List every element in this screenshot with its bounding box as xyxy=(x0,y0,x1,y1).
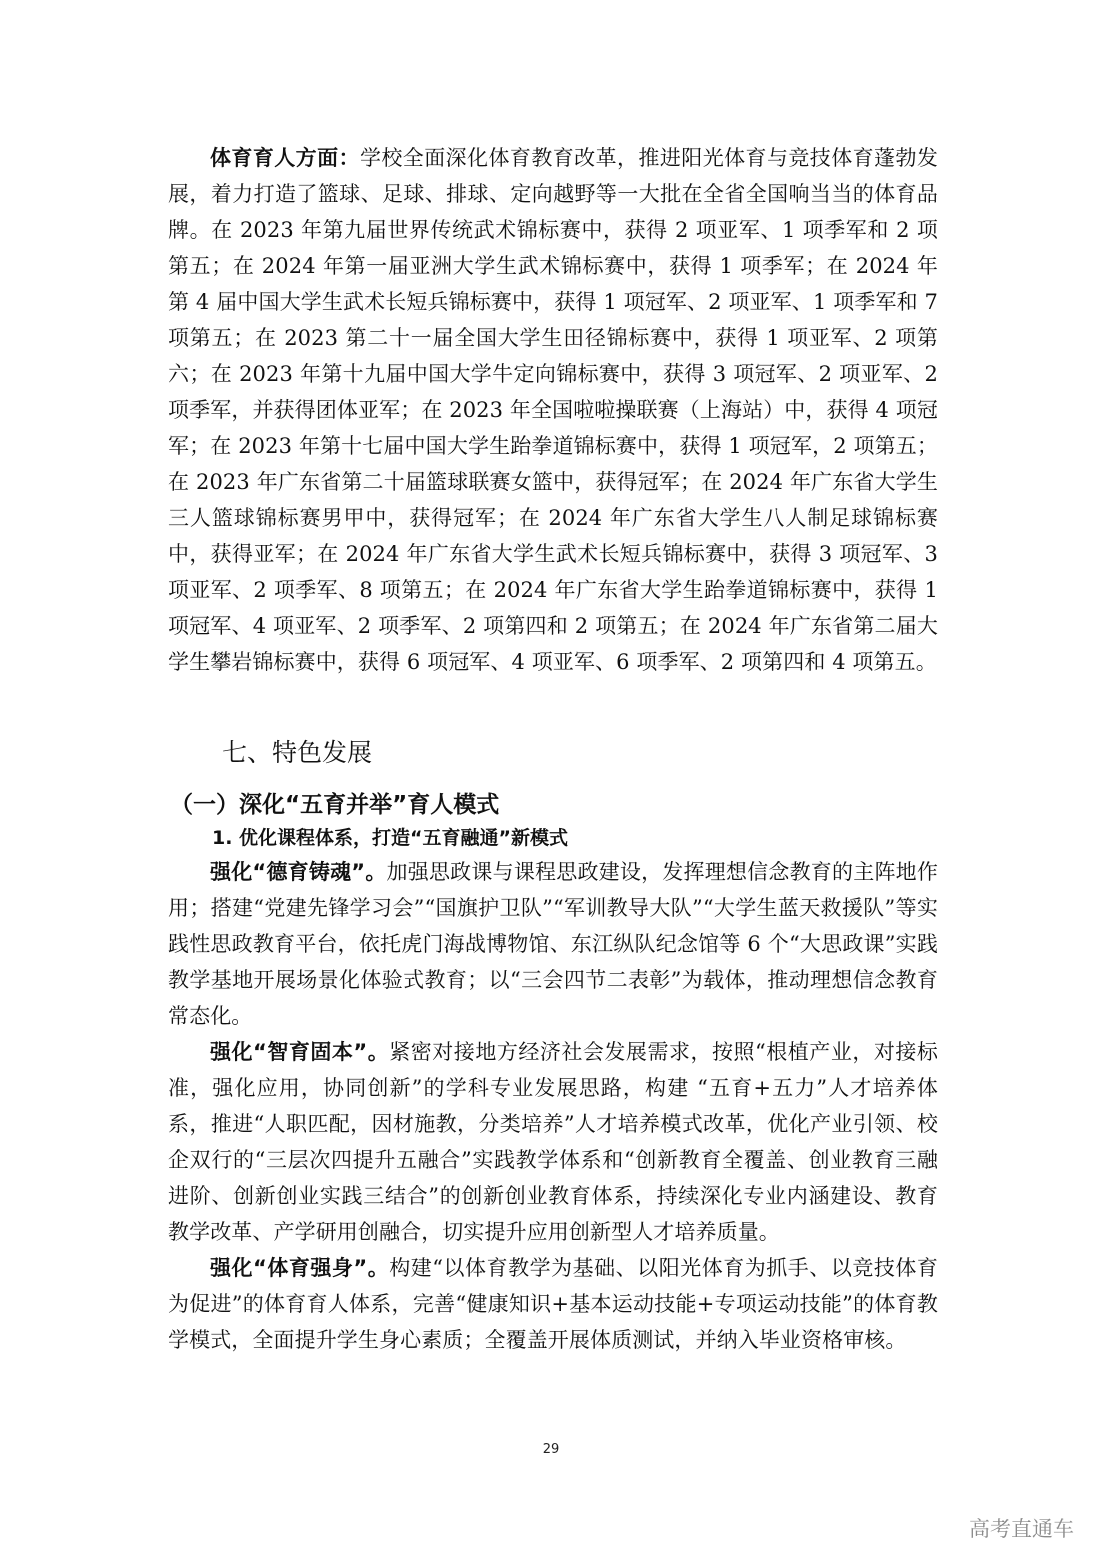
paragraph-text: 学校全面深化体育教育改革，推进阳光体育与竞技体育蓬勃发展，着力打造了篮球、足球、排球、定向越野等一大批在全省全国响当当的体育品牌。在 2023 年第九届世界传统武术锦标赛中，获得 2 项亚军、1 项季军和 2 项第五；在 2024 年第一届亚洲大学生武术锦标赛中，获得 1 项季军；在 2024 年第 4 届中国大学生武术长短兵锦标赛中，获得 1 项冠军、2 项亚军、1 项季军和 7 项第五；在 2023 第二十一届全国大学生田径锦标赛中，获得 1 项亚军、2 项第六；在 2023 年第十九届中国大学牛定向锦标赛中，获得 3 项冠军、2 项亚军、2 项季军，并获得团体亚军；在 2023 年全国啦啦操联赛（上海站）中，获得 4 项冠军；在 2023 年第十七届中国大学生跆拳道锦标赛中，获得 1 项冠军，2 项第五；在 2023 年广东省第二十届篮球联赛女篮中，获得冠军；在 2024 年广东省大学生三人篮球锦标赛男甲中，获得冠军；在 2024 年广东省大学生八人制足球锦标赛中，获得亚军；在 2024 年广东省大学生武术长短兵锦标赛中，获得 3 项冠军、3 项亚军、2 项季军、8 项第五；在 2024 年广东省大学生跆拳道锦标赛中，获得 1 项冠军、4 项亚军、2 项季军、2 项第四和 2 项第五；在 2024 年广东省第二届大学生攀岩锦标赛中，获得 6 项冠军、4 项亚军、6 项季军、2 项第四和 4 项第五。 xyxy=(168,146,938,674)
paragraph-physical xyxy=(168,1250,938,1358)
five-education-section xyxy=(168,854,938,1358)
paragraph-text: 加强思政课与课程思政建设，发挥理想信念教育的主阵地作用；搭建“党建先锋学习会”“国旗护卫队”“军训教导大队”“大学生蓝天救援队”等实践性思政教育平台，依托虎门海战博物馆、东江纵队纪念馆等 6 个“大思政课”实践教学基地开展场景化体验式教育；以“三会四节二表彰”为载体，推动理想信念教育常态化。 xyxy=(168,860,938,1028)
paragraph-moral xyxy=(168,854,938,1034)
paragraph-lead: 强化“智育固本”。 xyxy=(210,1040,390,1064)
section-heading: 七、特色发展 xyxy=(222,738,373,767)
paragraph-lead: 体育育人方面： xyxy=(210,146,360,170)
sub-subsection-heading: 1. 优化课程体系，打造“五育融通”新模式 xyxy=(212,827,569,849)
sports-section xyxy=(168,140,938,680)
paragraph-intellect xyxy=(168,1034,938,1250)
paragraph-text: 构建“以体育教学为基础、以阳光体育为抓手、以竞技体育为促进”的体育育人体系，完善“健康知识+基本运动技能+专项运动技能”的体育教学模式，全面提升学生身心素质；全覆盖开展体质测试，并纳入毕业资格审核。 xyxy=(168,1256,938,1352)
watermark: 高考直通车 xyxy=(969,1517,1074,1541)
paragraph-lead: 强化“德育铸魂”。 xyxy=(210,860,387,884)
paragraph-text: 紧密对接地方经济社会发展需求，按照“根植产业，对接标准，强化应用，协同创新”的学科专业发展思路，构建 “五育+五力”人才培养体系，推进“人职匹配，因材施教，分类培养”人才培养模式改革，优化产业引领、校企双行的“三层次四提升五融合”实践教学体系和“创新教育全覆盖、创业教育三融进阶、创新创业实践三结合”的创新创业教育体系，持续深化专业内涵建设、教育教学改革、产学研用创融合，切实提升应用创新型人才培养质量。 xyxy=(168,1040,938,1244)
paragraph-lead: 强化“体育强身”。 xyxy=(210,1256,390,1280)
subsection-heading: （一）深化“五育并举”育人模式 xyxy=(170,792,500,818)
page-number: 29 xyxy=(542,1442,560,1457)
paragraph-sports xyxy=(168,140,938,680)
